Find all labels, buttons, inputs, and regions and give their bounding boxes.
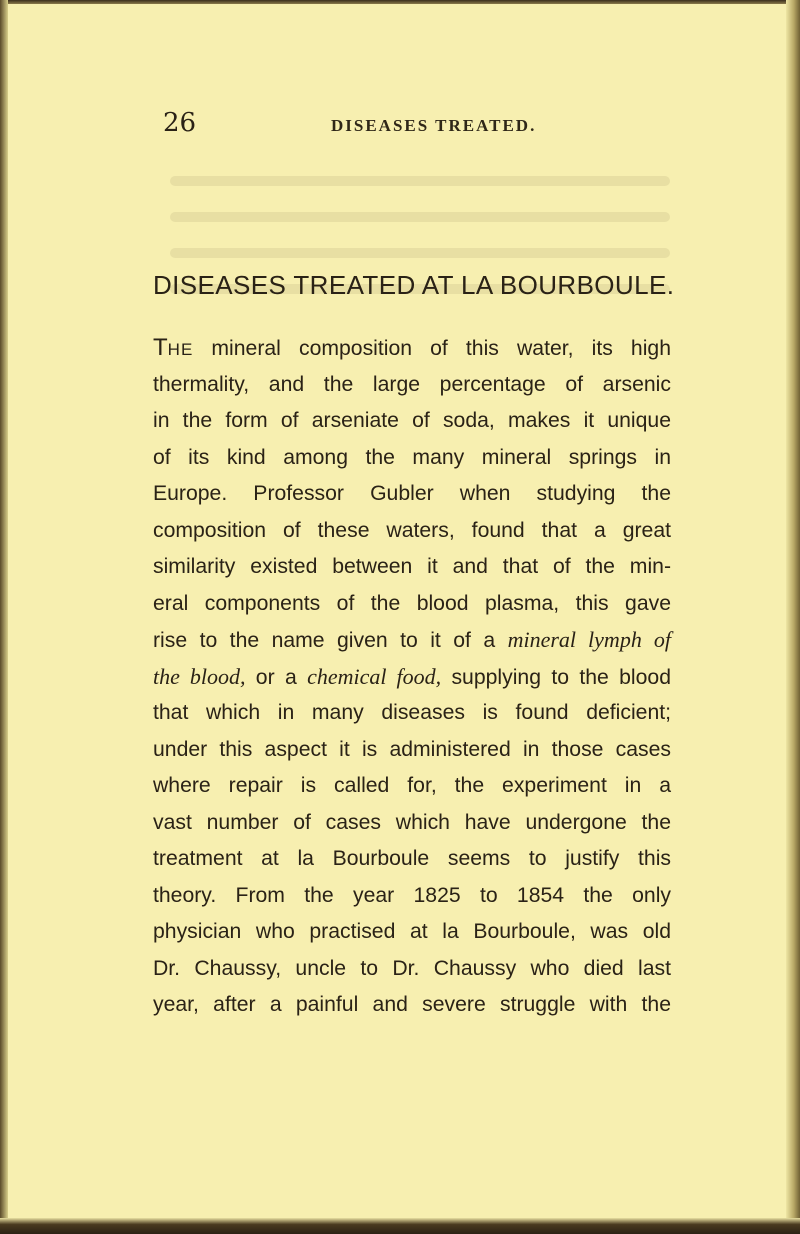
line-text: supplying to the blood — [441, 665, 671, 689]
text-line: similarity existed between it and that of the min- — [153, 555, 671, 578]
text-line: of its kind among the many mineral springs in — [153, 445, 671, 469]
text-line: physician who practised at la Bourboule, was old — [153, 920, 671, 943]
text-line: that which in many diseases is found deficient; — [153, 701, 671, 724]
text-line: under this aspect it is administered in those cases — [153, 737, 671, 761]
running-title: DISEASES TREATED. — [331, 116, 537, 135]
text-line — [153, 622, 671, 659]
text-line: Dr. Chaussy, uncle to Dr. Chaussy who died last — [153, 956, 671, 980]
italic-phrase: mineral lymph of — [507, 627, 671, 652]
line-text: mineral composition of this water, its high — [193, 337, 671, 360]
text-line: vast number of cases which have undergone the — [153, 810, 671, 834]
text-line — [153, 330, 671, 367]
text-line: in the form of arseniate of soda, makes it unique — [153, 409, 671, 432]
page-number: 26 — [163, 108, 197, 138]
italic-phrase: chemical food, — [307, 663, 442, 689]
lead-smallcaps: HE — [167, 340, 194, 359]
text-line: thermality, and the large percentage of arsenic — [153, 372, 671, 396]
body-paragraph — [153, 330, 671, 1024]
page-edge-right — [786, 0, 800, 1234]
text-line: treatment at la Bourboule seems to justify this — [153, 847, 671, 870]
page-edge-bottom — [0, 1218, 800, 1234]
running-head — [0, 108, 800, 148]
chapter-title: DISEASES TREATED AT LA BOURBOULE. — [153, 270, 675, 300]
lead-initial: T — [153, 334, 168, 361]
text-line: year, after a painful and severe struggle with the — [153, 993, 671, 1016]
page-edge-top — [0, 0, 800, 4]
italic-phrase: the blood, — [153, 663, 246, 689]
line-text: or a — [245, 665, 308, 689]
text-line: Europe. Professor Gubler when studying the — [153, 482, 671, 505]
text-line: theory. From the year 1825 to 1854 the only — [153, 883, 671, 907]
text-line: where repair is called for, the experiment in a — [153, 774, 671, 797]
text-line — [153, 659, 671, 696]
text-line: eral components of the blood plasma, this gave — [153, 591, 671, 615]
page-edge-left — [0, 0, 8, 1234]
line-text: rise to the name given to it of a — [153, 629, 508, 652]
text-line: composition of these waters, found that a great — [153, 518, 671, 542]
